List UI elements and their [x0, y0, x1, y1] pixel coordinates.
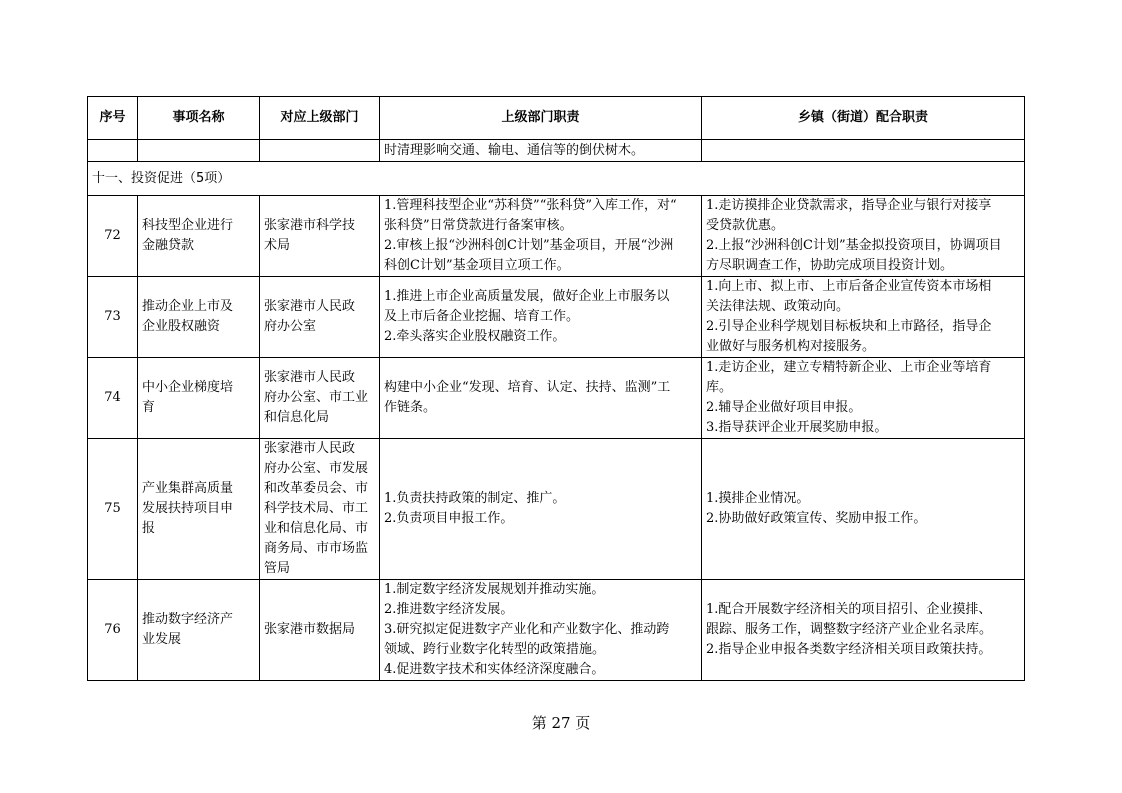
department	[260, 580, 380, 681]
row-number: 72	[88, 196, 138, 277]
item-name-line: 育	[142, 400, 156, 415]
row-number: 75	[88, 439, 138, 580]
department-line: 科学技术局、市工	[264, 501, 369, 516]
header-town-duty: 乡镇（街道）配合职责	[702, 97, 1025, 140]
dept-duty-line: 及上市后备企业挖掘、培育工作。	[384, 309, 580, 324]
item-name-line: 科技型企业进行	[142, 218, 234, 233]
town-duty	[702, 358, 1025, 439]
item-name	[138, 277, 260, 358]
dept-duty	[380, 580, 702, 681]
department	[260, 196, 380, 277]
town-duty-line: 1.摸排企业情况。	[706, 491, 810, 506]
town-duty-line: 1.向上市、拟上市、上市后备企业宣传资本市场相	[706, 279, 992, 294]
town-duty-line: 跟踪、服务工作，调整数字经济产业企业名录库。	[706, 622, 993, 637]
item-name-line: 产业集群高质量	[142, 481, 234, 496]
table-row	[88, 580, 1025, 681]
department-line: 张家港市人民政	[264, 441, 356, 456]
department-line: 术局	[264, 238, 291, 253]
duty-table	[87, 96, 1025, 681]
department-line: 业和信息化局、市	[264, 521, 369, 536]
town-duty-line: 2.上报“沙洲科创C计划”基金拟投资项目，协调项目	[706, 238, 1002, 253]
department-line: 府办公室、市工业	[264, 390, 369, 405]
item-name	[138, 439, 260, 580]
table-row	[88, 358, 1025, 439]
item-name-line: 企业股权融资	[142, 319, 221, 334]
department-line: 和信息化局	[264, 410, 330, 425]
item-name-line: 业发展	[142, 632, 182, 647]
table-row	[88, 196, 1025, 277]
dept-duty-line: 2.牵头落实企业股权融资工作。	[384, 329, 566, 344]
row-number: 73	[88, 277, 138, 358]
dept-duty-line: 1.推进上市企业高质量发展，做好企业上市服务以	[384, 289, 670, 304]
dept-duty-line: 构建中小企业“发现、培育、认定、扶持、监测”工	[384, 380, 671, 395]
item-name-line: 中小企业梯度培	[142, 380, 234, 395]
town-duty-line: 受贷款优惠。	[706, 218, 785, 233]
town-duty-line: 业做好与服务机构对接服务。	[706, 339, 876, 354]
item-name-line: 推动企业上市及	[142, 299, 234, 314]
item-name	[138, 358, 260, 439]
table-header-row	[88, 97, 1025, 140]
department-line: 张家港市科学技	[264, 218, 356, 233]
dept-duty-line: 1.管理科技型企业“苏科贷”“张科贷”入库工作，对“	[384, 198, 677, 213]
dept-duty-line: 2.推进数字经济发展。	[384, 602, 514, 617]
department-line: 张家港市人民政	[264, 370, 356, 385]
department-line: 府办公室、市发展	[264, 461, 369, 476]
dept-duty-line: 2.负责项目申报工作。	[384, 511, 514, 526]
item-name-line: 发展扶持项目申	[142, 501, 234, 516]
town-duty-line: 关法律法规、政策动向。	[706, 299, 850, 314]
town-duty-line: 1.走访摸排企业贷款需求，指导企业与银行对接享	[706, 198, 992, 213]
dept-duty-line: 3.研究拟定促进数字产业化和产业数字化、推动跨	[384, 622, 670, 637]
header-dept-duty: 上级部门职责	[380, 97, 702, 140]
dept-duty-line: 作链条。	[384, 400, 437, 415]
town-duty-line: 库。	[706, 380, 733, 395]
continuation-row	[88, 140, 1025, 162]
dept-duty-line: 领域、跨行业数字化转型的政策措施。	[384, 642, 606, 657]
item-name-line: 报	[142, 521, 156, 536]
dept-duty-line: 张科贷”日常贷款进行备案审核。	[384, 218, 573, 233]
town-duty	[702, 277, 1025, 358]
town-duty	[702, 196, 1025, 277]
department-line: 管局	[264, 561, 291, 576]
page-number: 第 27 页	[531, 714, 591, 732]
item-name-line: 推动数字经济产	[142, 612, 234, 627]
row-number: 76	[88, 580, 138, 681]
continuation-text: 时清理影响交通、输电、通信等的倒伏树木。	[380, 140, 702, 162]
town-duty-line: 2.协助做好政策宣传、奖励申报工作。	[706, 511, 927, 526]
town-duty	[702, 580, 1025, 681]
town-duty-line: 2.辅导企业做好项目申报。	[706, 400, 862, 415]
town-duty-line: 方尽职调查工作，协助完成项目投资计划。	[706, 258, 954, 273]
department-line: 张家港市人民政	[264, 299, 356, 314]
table-row	[88, 439, 1025, 580]
department-line: 商务局、市市场监	[264, 541, 369, 556]
dept-duty-line: 科创C计划”基金项目立项工作。	[384, 258, 570, 273]
row-number: 74	[88, 358, 138, 439]
dept-duty-line: 2.审核上报“沙洲科创C计划”基金项目，开展“沙洲	[384, 238, 674, 253]
department-line: 张家港市数据局	[264, 622, 356, 637]
table-row	[88, 277, 1025, 358]
dept-duty	[380, 196, 702, 277]
dept-duty-line: 4.促进数字技术和实体经济深度融合。	[384, 662, 605, 677]
town-duty	[702, 439, 1025, 580]
section-row	[88, 162, 1025, 196]
town-duty-line: 1.配合开展数字经济相关的项目招引、企业摸排、	[706, 602, 992, 617]
table-body	[88, 196, 1025, 681]
department-line: 和改革委员会、市	[264, 481, 369, 496]
department	[260, 439, 380, 580]
dept-duty	[380, 277, 702, 358]
town-duty-line: 3.指导获评企业开展奖励申报。	[706, 420, 888, 435]
item-name	[138, 196, 260, 277]
town-duty-line: 1.走访企业，建立专精特新企业、上市企业等培育	[706, 360, 992, 375]
town-duty-line: 2.引导企业科学规划目标板块和上市路径，指导企	[706, 319, 992, 334]
department	[260, 358, 380, 439]
item-name-line: 金融贷款	[142, 238, 195, 253]
header-department: 对应上级部门	[260, 97, 380, 140]
department-line: 府办公室	[264, 319, 317, 334]
dept-duty-line: 1.负责扶持政策的制定、推广。	[384, 491, 566, 506]
header-seq: 序号	[88, 97, 138, 140]
section-title: 十一、投资促进（5项）	[88, 162, 1025, 196]
dept-duty	[380, 358, 702, 439]
department	[260, 277, 380, 358]
header-item-name: 事项名称	[138, 97, 260, 140]
town-duty-line: 2.指导企业申报各类数字经济相关项目政策扶持。	[706, 642, 992, 657]
dept-duty-line: 1.制定数字经济发展规划并推动实施。	[384, 582, 605, 597]
dept-duty	[380, 439, 702, 580]
item-name	[138, 580, 260, 681]
